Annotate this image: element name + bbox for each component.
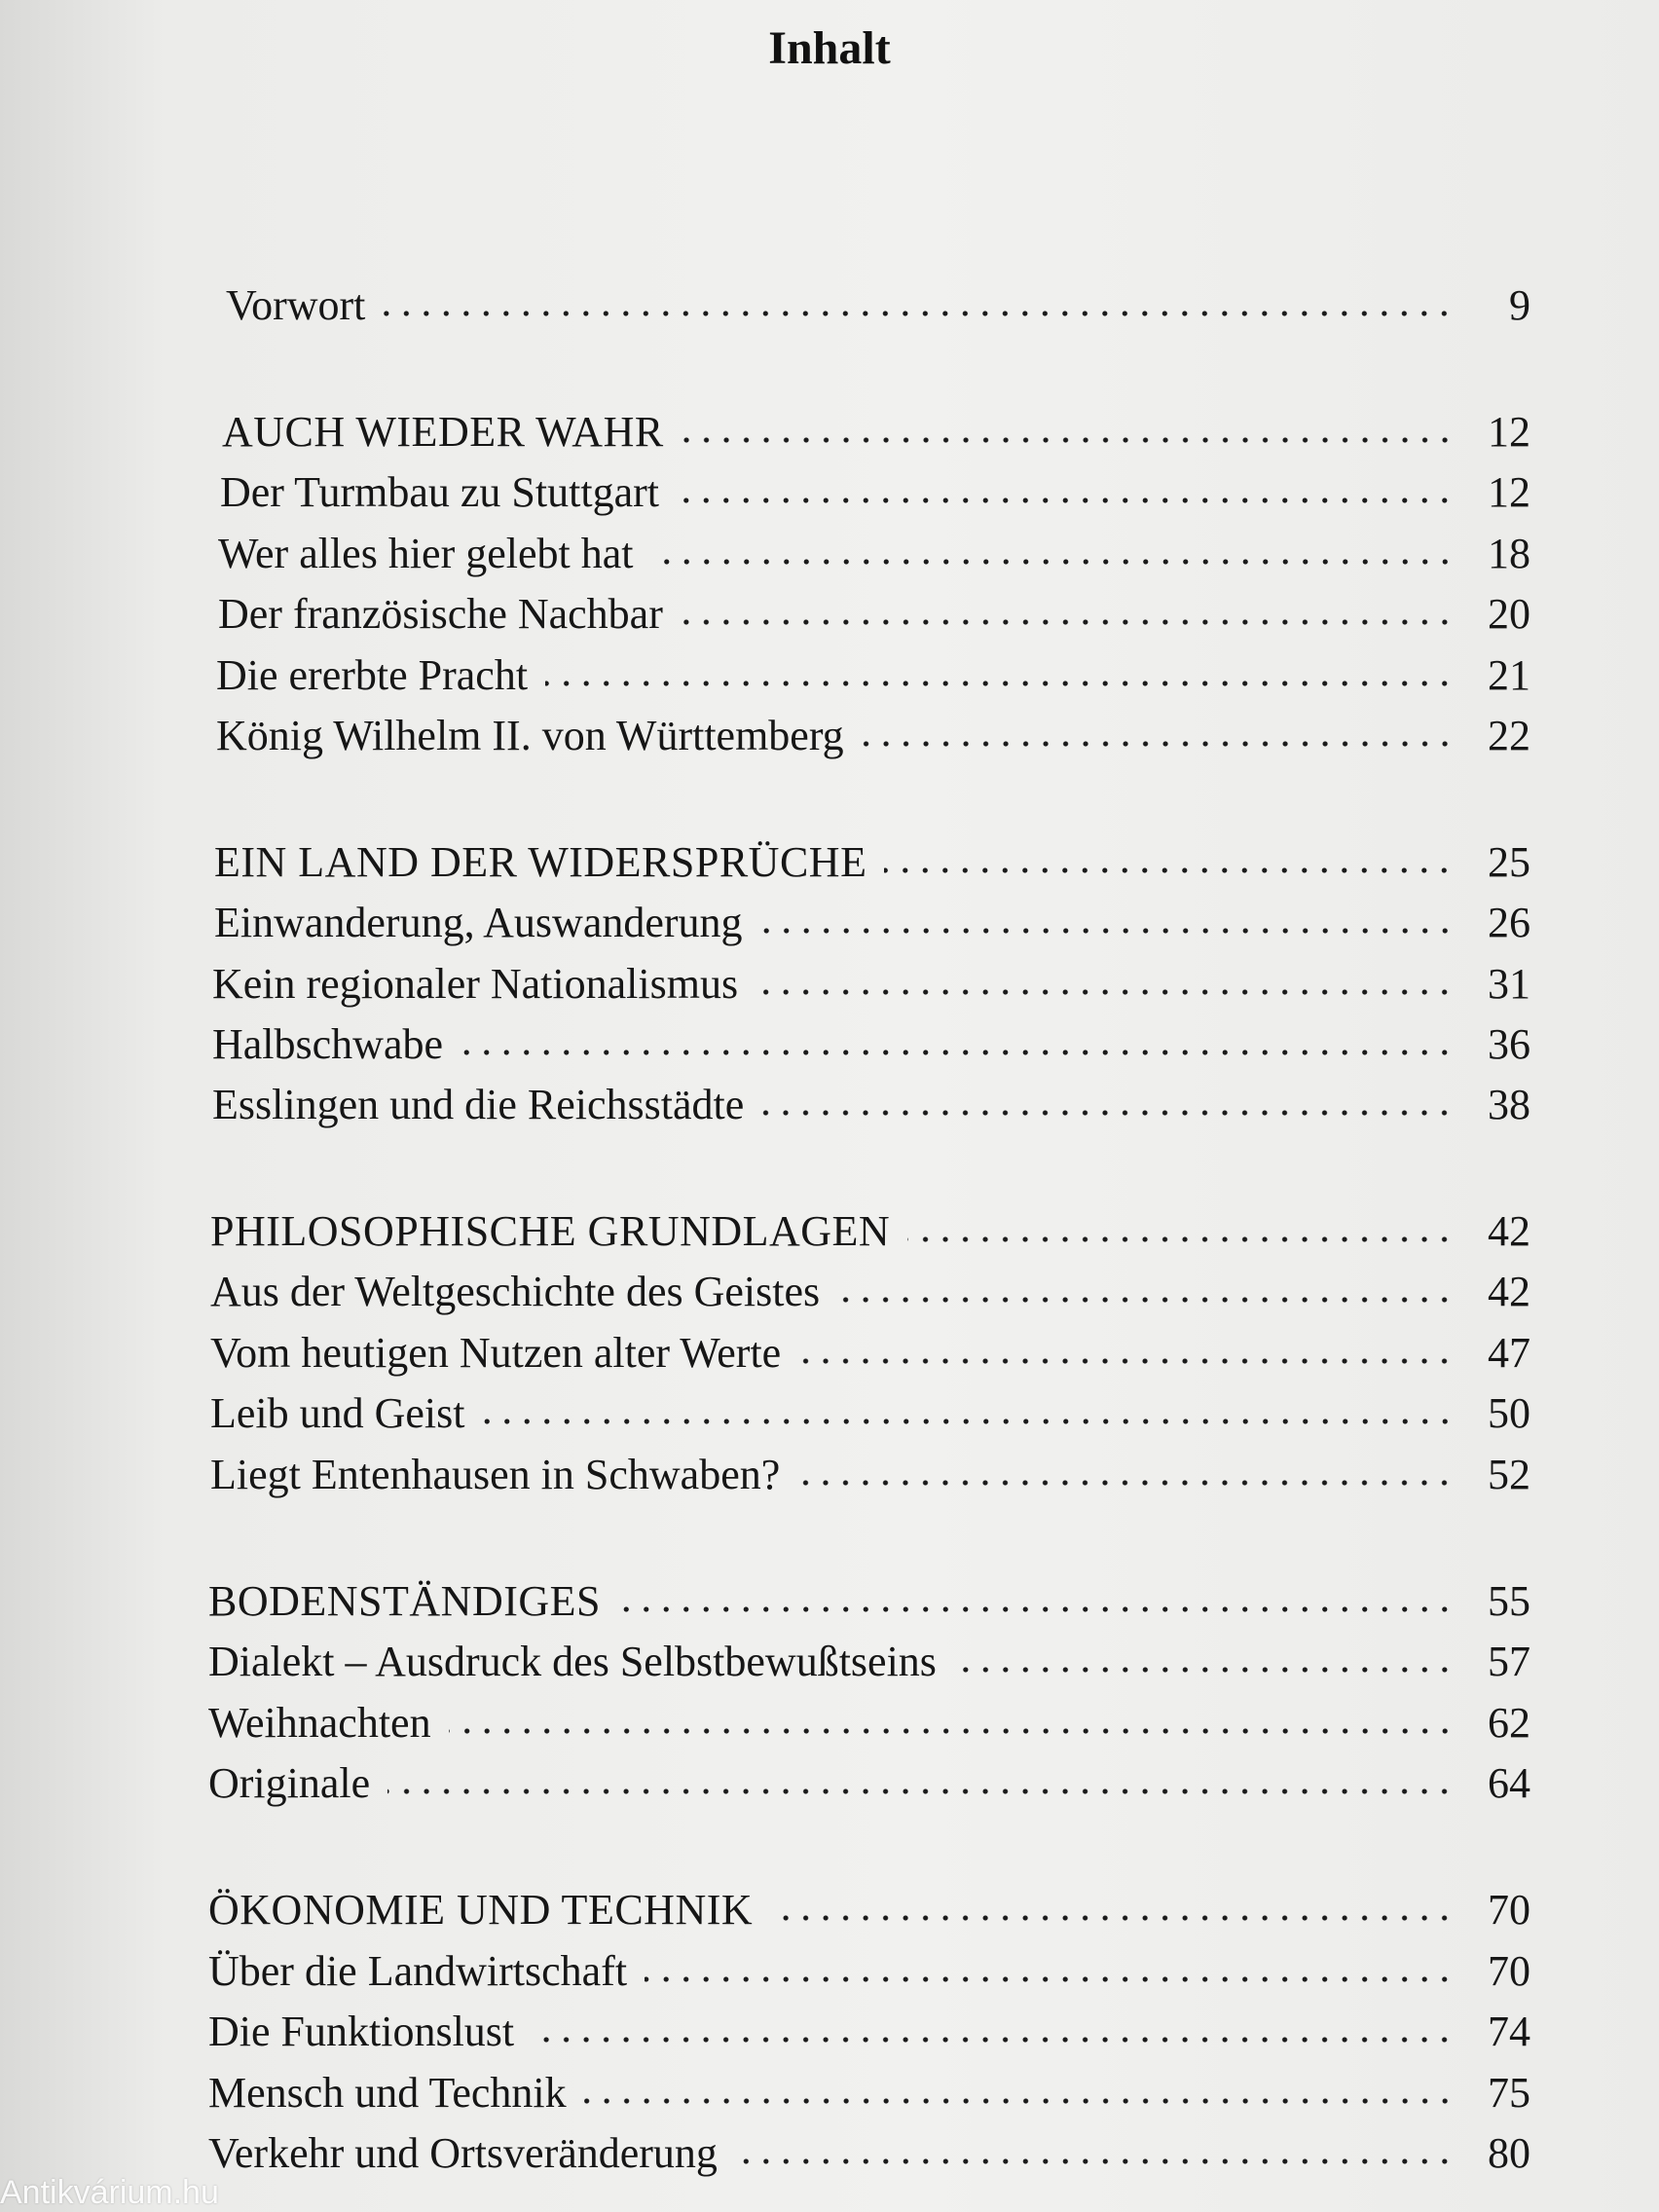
toc-entry xyxy=(210,1318,1530,1379)
toc-page-number: 38 xyxy=(1488,1081,1530,1128)
toc-entry xyxy=(210,1379,1530,1439)
dot-leader xyxy=(756,985,1455,999)
toc-entry-title: Mensch und Technik xyxy=(208,2069,567,2117)
dot-leader xyxy=(760,924,1455,938)
toc-page-number: 25 xyxy=(1488,838,1530,886)
watermark: Antikvárium.hu xyxy=(0,2174,219,2211)
toc-page-number: 9 xyxy=(1509,281,1530,329)
toc-section-heading xyxy=(214,828,1530,888)
toc-entry-title: Originale xyxy=(208,1759,371,1807)
toc-entry xyxy=(208,2119,1530,2179)
dot-leader xyxy=(677,494,1455,507)
toc-page-number: 12 xyxy=(1488,408,1530,456)
toc-page-number: 20 xyxy=(1488,590,1530,638)
toc-entry-title: Kein regionaler Nationalismus xyxy=(212,960,739,1008)
dot-leader xyxy=(584,2094,1455,2108)
dot-leader xyxy=(645,1972,1455,1986)
toc-entry xyxy=(212,1010,1530,1070)
toc-entry-title: Vom heutigen Nutzen alter Werte xyxy=(210,1329,782,1377)
toc-page-number: 70 xyxy=(1488,1886,1530,1934)
toc-page-number: 75 xyxy=(1488,2069,1530,2117)
toc-entry-title: Wer alles hier gelebt hat xyxy=(218,530,634,577)
toc-entry xyxy=(218,579,1530,640)
toc-page-number: 36 xyxy=(1488,1020,1530,1068)
toc-entry xyxy=(216,701,1530,761)
toc-entry-title: ÖKONOMIE UND TECHNIK xyxy=(208,1886,754,1934)
dot-leader xyxy=(735,2155,1455,2168)
toc-entry-title: Der Turmbau zu Stuttgart xyxy=(220,468,659,516)
dot-leader xyxy=(383,307,1455,320)
toc-entry xyxy=(212,949,1530,1010)
toc-section-heading xyxy=(208,1567,1530,1627)
dot-leader xyxy=(837,1293,1455,1307)
toc-entry-title: Die Funktionslust xyxy=(208,2008,515,2055)
dot-leader xyxy=(449,1724,1455,1738)
toc-entry-title: PHILOSOPHISCHE GRUNDLAGEN xyxy=(210,1207,891,1255)
toc-entry xyxy=(210,1440,1530,1500)
toc-entry xyxy=(226,271,1530,331)
toc-entry-title: Vorwort xyxy=(226,281,366,329)
dot-leader xyxy=(532,2033,1455,2046)
dot-leader xyxy=(770,1911,1455,1925)
toc-entry xyxy=(210,1257,1530,1317)
toc-entry xyxy=(218,519,1530,579)
toc-entry xyxy=(208,1627,1530,1687)
dot-leader xyxy=(797,1476,1455,1490)
toc-page-number: 80 xyxy=(1488,2129,1530,2177)
toc-entry-title: König Wilhelm II. von Württemberg xyxy=(216,712,844,759)
toc-entry xyxy=(214,888,1530,948)
toc-entry-title: EIN LAND DER WIDERSPRÜCHE xyxy=(214,838,867,886)
toc-section-heading xyxy=(210,1197,1530,1257)
toc-entry xyxy=(212,1070,1530,1130)
dot-leader xyxy=(618,1603,1455,1616)
dot-leader xyxy=(681,615,1455,629)
toc-page-number: 18 xyxy=(1488,530,1530,577)
toc-section-heading xyxy=(222,397,1530,458)
toc-page-number: 64 xyxy=(1488,1759,1530,1807)
toc-page-number: 42 xyxy=(1488,1268,1530,1315)
toc-entry-title: Dialekt – Ausdruck des Selbstbewußtseins xyxy=(208,1638,937,1685)
dot-leader xyxy=(954,1663,1455,1677)
toc-entry xyxy=(208,1936,1530,1997)
toc-page-number: 57 xyxy=(1488,1638,1530,1685)
toc-entry-title: Leib und Geist xyxy=(210,1389,465,1437)
dot-leader xyxy=(907,1233,1455,1246)
toc-entry xyxy=(208,1688,1530,1749)
dot-leader xyxy=(761,1106,1455,1120)
dot-leader xyxy=(545,677,1455,690)
toc-entry-title: Liegt Entenhausen in Schwaben? xyxy=(210,1451,781,1498)
toc-entry xyxy=(208,1749,1530,1809)
toc-page-number: 22 xyxy=(1488,712,1530,759)
toc-page-number: 55 xyxy=(1488,1577,1530,1625)
toc-entry-title: Über die Landwirtschaft xyxy=(208,1947,628,1995)
toc-entry-title: Einwanderung, Auswanderung xyxy=(214,899,743,946)
toc-page-number: 47 xyxy=(1488,1329,1530,1377)
toc-entry xyxy=(220,458,1530,518)
toc-page-number: 62 xyxy=(1488,1699,1530,1747)
dot-leader xyxy=(682,433,1455,447)
toc-page-number: 52 xyxy=(1488,1451,1530,1498)
toc-entry xyxy=(216,641,1530,701)
dot-leader xyxy=(387,1785,1455,1798)
dot-leader xyxy=(461,1046,1455,1059)
page-title: Inhalt xyxy=(768,22,891,74)
toc-entry-title: Der französische Nachbar xyxy=(218,590,663,638)
dot-leader xyxy=(862,737,1455,751)
toc-page-number: 70 xyxy=(1488,1947,1530,1995)
dot-leader xyxy=(884,864,1455,877)
toc-page-number: 50 xyxy=(1488,1389,1530,1437)
dot-leader xyxy=(651,555,1456,569)
toc-page-number: 26 xyxy=(1488,899,1530,946)
toc-entry-title: BODENSTÄNDIGES xyxy=(208,1577,601,1625)
toc-entry-title: Esslingen und die Reichsstädte xyxy=(212,1081,745,1128)
toc-entry-title: Weihnachten xyxy=(208,1699,431,1747)
toc-entry-title: Halbschwabe xyxy=(212,1020,444,1068)
toc-page-number: 42 xyxy=(1488,1207,1530,1255)
toc-section-heading xyxy=(208,1875,1530,1936)
toc-entry-title: Die ererbte Pracht xyxy=(216,651,529,699)
toc-entry-title: Aus der Weltgeschichte des Geistes xyxy=(210,1268,821,1315)
toc-page-number: 12 xyxy=(1488,468,1530,516)
toc-entry xyxy=(208,2058,1530,2119)
toc-page-number: 21 xyxy=(1488,651,1530,699)
dot-leader xyxy=(483,1415,1455,1428)
toc-entry xyxy=(208,1997,1530,2057)
toc-page-number: 31 xyxy=(1488,960,1530,1008)
toc-entry-title: Verkehr und Ortsveränderung xyxy=(208,2129,718,2177)
toc-entry-title: AUCH WIEDER WAHR xyxy=(222,408,664,456)
toc-page-number: 74 xyxy=(1488,2008,1530,2055)
dot-leader xyxy=(798,1354,1455,1368)
